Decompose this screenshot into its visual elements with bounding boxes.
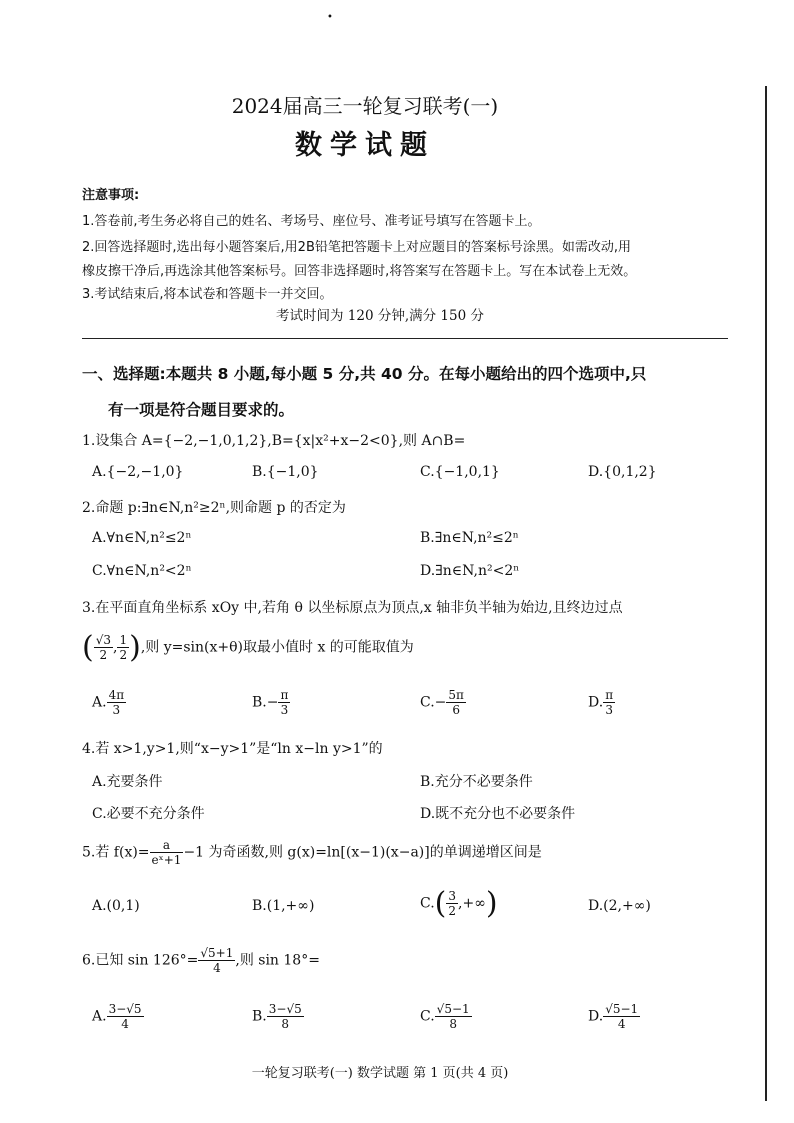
q1-option-c: C.{−1,0,1}: [420, 464, 500, 480]
q2-option-b: B.∃n∈N,n²≤2ⁿ: [420, 530, 519, 546]
question-3-stem: 3.在平面直角坐标系 xOy 中,若角 θ 以坐标原点为顶点,x 轴非负半轴为始边,且终边过点: [82, 600, 623, 616]
question-4-stem: 4.若 x>1,y>1,则“x−y>1”是“ln x−ln y>1”的: [82, 741, 383, 757]
q6-option-c: C. $\frac{√5-1}{8}$: [420, 1002, 470, 1031]
q4-option-d: D.既不充分也不必要条件: [420, 806, 576, 822]
q3-option-d: D. $\frac{\pi}{3}$: [588, 688, 614, 717]
q4-option-b: B.充分不必要条件: [420, 774, 533, 790]
subject-title: 数学试题: [295, 130, 435, 161]
section-heading-cont: 有一项是符合题目要求的。: [108, 401, 295, 419]
note-item: 橡皮擦干净后,再选涂其他答案标号。回答非选择题时,将答案写在答题卡上。写在本试卷上无效。: [82, 264, 637, 279]
margin-rule: [765, 86, 767, 1101]
q3-option-c: C.− $\frac{5\pi}{6}$: [420, 688, 464, 717]
q1-option-a: A.{−2,−1,0}: [92, 464, 184, 480]
q1-option-d: D.{0,1,2}: [588, 464, 657, 480]
q3-option-a: A. $\frac{4\pi}{3}$: [92, 688, 125, 717]
note-item: 2.回答选择题时,选出每小题答案后,用2B铅笔把答题卡上对应题目的答案标号涂黑。如需改动,用: [82, 240, 631, 255]
q5-option-c: C.( $\frac{3}{2}$ ,+∞): [420, 886, 498, 921]
exam-title: 2024届高三一轮复习联考(一): [231, 94, 499, 118]
question-6-stem: 6.已知 sin 126°= $\frac{√5+1}{4}$ ,则 sin 18°=: [82, 946, 320, 975]
q5-option-a: A.(0,1): [92, 898, 140, 914]
note-item: 1.答卷前,考生务必将自己的姓名、考场号、座位号、准考证号填写在答题卡上。: [82, 214, 541, 229]
divider: [82, 338, 728, 339]
top-dot: •: [327, 12, 333, 23]
q5-option-d: D.(2,+∞): [588, 898, 651, 914]
q5-option-b: B.(1,+∞): [252, 898, 315, 914]
page-footer: 一轮复习联考(一) 数学试题 第 1 页(共 4 页): [251, 1066, 509, 1081]
question-2-stem: 2.命题 p:∃n∈N,n²≥2ⁿ,则命题 p 的否定为: [82, 500, 346, 516]
question-1-stem: 1.设集合 A={−2,−1,0,1,2},B={x|x²+x−2<0},则 A∩B=: [82, 433, 466, 449]
q6-option-b: B. $\frac{3-√5}{8}$: [252, 1002, 302, 1031]
q4-option-a: A.充要条件: [92, 774, 163, 790]
q2-option-c: C.∀n∈N,n²<2ⁿ: [92, 563, 192, 579]
question-3-stem-2: ( $\frac{√3}{2}$ , $\frac{1}{2}$ ),则 y=sin(x+θ)取最小值时 x 的可能取值为: [82, 630, 414, 665]
q1-option-b: B.{−1,0}: [252, 464, 319, 480]
section-heading: 一、选择题:本题共 8 小题,每小题 5 分,共 40 分。在每小题给出的四个选项中,只: [82, 365, 647, 383]
q6-option-a: A. $\frac{3-√5}{4}$: [92, 1002, 142, 1031]
notes-heading: 注意事项:: [82, 188, 140, 203]
q6-option-d: D. $\frac{√5-1}{4}$: [588, 1002, 639, 1031]
q2-option-a: A.∀n∈N,n²≤2ⁿ: [92, 530, 192, 546]
question-5-stem: 5.若 f(x)= $\frac{a}{\text{eˣ+1}}$ −1 为奇函数,则 g(x)=ln[(x−1)(x−a)]的单调递增区间是: [82, 838, 542, 867]
q3-option-b: B.− $\frac{\pi}{3}$: [252, 688, 289, 717]
q2-option-d: D.∃n∈N,n²<2ⁿ: [420, 563, 520, 579]
exam-info: 考试时间为 120 分钟,满分 150 分: [276, 308, 484, 324]
note-item: 3.考试结束后,将本试卷和答题卡一并交回。: [82, 287, 333, 302]
q4-option-c: C.必要不充分条件: [92, 806, 205, 822]
